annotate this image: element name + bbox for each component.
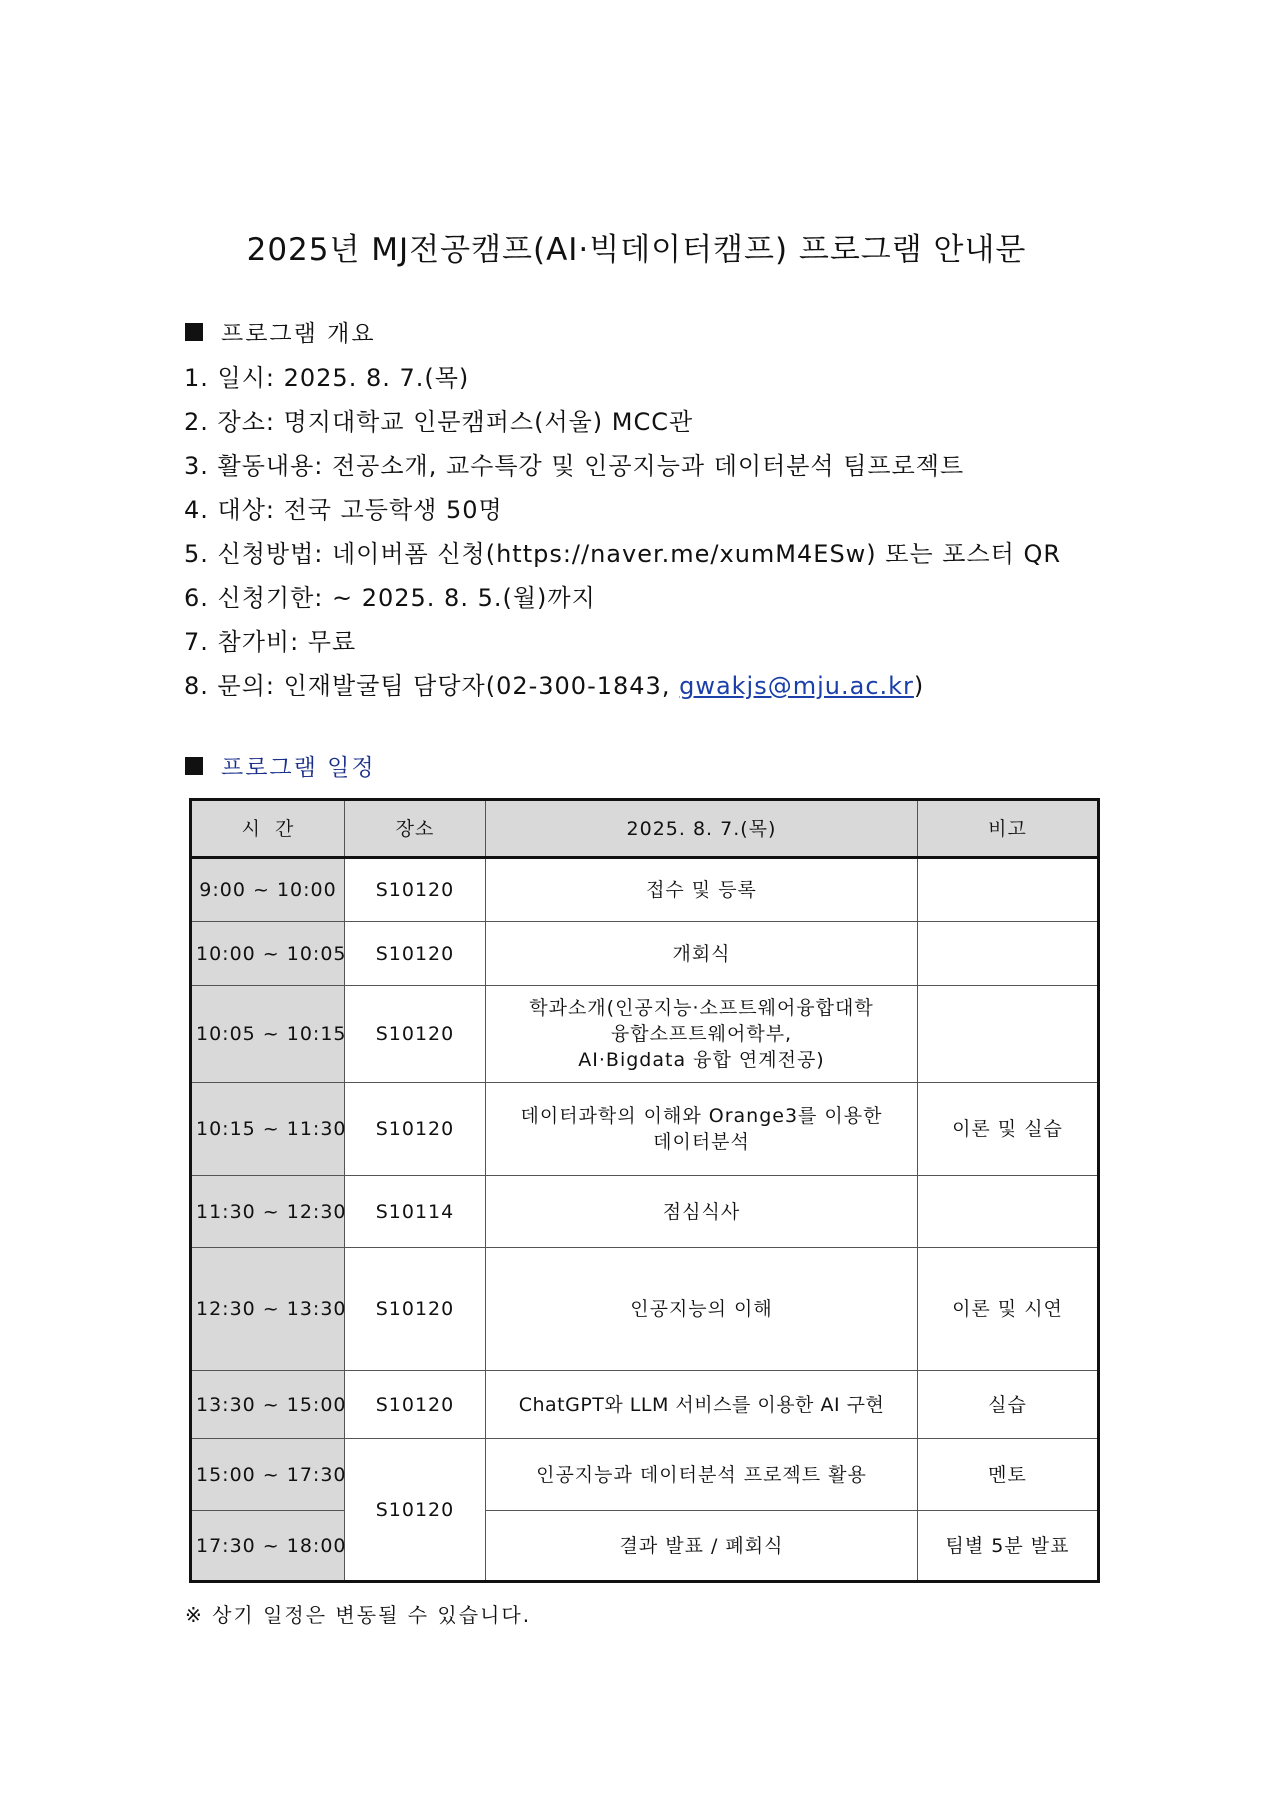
cell-program: 점심식사 [486, 1176, 918, 1248]
overview-heading [185, 315, 376, 348]
cell-place: S10120 [345, 922, 486, 986]
cell-place: S10120 [345, 1083, 486, 1176]
cell-note [918, 922, 1099, 986]
contact-close-paren: ) [913, 672, 925, 700]
overview-item-fee: 7. 참가비: 무료 [184, 628, 357, 656]
cell-time: 10:05 ~ 10:15 [191, 986, 345, 1083]
schedule-heading [185, 749, 376, 782]
cell-time: 12:30 ~ 13:30 [191, 1248, 345, 1371]
cell-place: S10120 [345, 858, 486, 922]
overview-item-date: 1. 일시: 2025. 8. 7.(목) [184, 364, 470, 392]
overview-item-place: 2. 장소: 명지대학교 인문캠퍼스(서울) MCC관 [184, 408, 694, 436]
cell-note [918, 1176, 1099, 1248]
table-row [191, 986, 1099, 1083]
cell-time: 9:00 ~ 10:00 [191, 858, 345, 922]
cell-note [918, 986, 1099, 1083]
cell-note: 실습 [918, 1371, 1099, 1439]
schedule-heading-label: 프로그램 일정 [221, 755, 376, 781]
overview-item-contact [184, 664, 1061, 708]
overview-heading-label: 프로그램 개요 [221, 321, 376, 347]
cell-program: 결과 발표 / 폐회식 [486, 1511, 918, 1582]
cell-time: 17:30 ~ 18:00 [191, 1511, 345, 1582]
contact-email-link[interactable]: gwakjs@mju.ac.kr [679, 672, 914, 700]
cell-place: S10120 [345, 1371, 486, 1439]
cell-place: S10120 [345, 986, 486, 1083]
table-row [191, 1439, 1099, 1511]
table-row [191, 1248, 1099, 1371]
program-line: 융합소프트웨어학부, [610, 1023, 793, 1045]
header-place: 장소 [345, 800, 486, 858]
page-title: 2025년 MJ전공캠프(AI·빅데이터캠프) 프로그램 안내문 [246, 231, 1027, 268]
cell-time: 10:15 ~ 11:30 [191, 1083, 345, 1176]
table-header-row [191, 800, 1099, 858]
black-square-icon [185, 323, 203, 341]
program-line: 데이터과학의 이해와 Orange3를 이용한 [520, 1105, 883, 1127]
overview-item-target: 4. 대상: 전국 고등학생 50명 [184, 496, 503, 524]
cell-time: 15:00 ~ 17:30 [191, 1439, 345, 1511]
table-row [191, 858, 1099, 922]
cell-program: 개회식 [486, 922, 918, 986]
overview-item-activities: 3. 활동내용: 전공소개, 교수특강 및 인공지능과 데이터분석 팀프로젝트 [184, 452, 965, 480]
program-line: 데이터분석 [653, 1131, 750, 1153]
program-line: 학과소개(인공지능·소프트웨어융합대학 [529, 997, 874, 1019]
cell-program [486, 1083, 918, 1176]
overview-item-apply-method: 5. 신청방법: 네이버폼 신청(https://naver.me/xumM4ESw) 또는 포스터 QR [184, 540, 1062, 568]
table-row [191, 1083, 1099, 1176]
cell-time: 11:30 ~ 12:30 [191, 1176, 345, 1248]
header-time: 시 간 [191, 800, 345, 858]
header-date: 2025. 8. 7.(목) [486, 800, 918, 858]
cell-note: 멘토 [918, 1439, 1099, 1511]
cell-time: 10:00 ~ 10:05 [191, 922, 345, 986]
table-row [191, 922, 1099, 986]
cell-note: 이론 및 시연 [918, 1248, 1099, 1371]
schedule-table [189, 798, 1100, 1583]
table-row [191, 1371, 1099, 1439]
contact-text: 8. 문의: 인재발굴팀 담당자(02-300-1843, [184, 672, 680, 700]
cell-program: 접수 및 등록 [486, 858, 918, 922]
cell-place: S10120 [345, 1248, 486, 1371]
cell-place: S10120 [345, 1439, 486, 1582]
black-square-icon [185, 757, 203, 775]
cell-place: S10114 [345, 1176, 486, 1248]
cell-program [486, 986, 918, 1083]
cell-note [918, 858, 1099, 922]
overview-item-deadline: 6. 신청기한: ~ 2025. 8. 5.(월)까지 [184, 584, 596, 612]
cell-program: 인공지능의 이해 [486, 1248, 918, 1371]
cell-time: 13:30 ~ 15:00 [191, 1371, 345, 1439]
program-line: AI·Bigdata 융합 연계전공) [578, 1049, 825, 1071]
cell-program: 인공지능과 데이터분석 프로젝트 활용 [486, 1439, 918, 1511]
table-row [191, 1511, 1099, 1582]
cell-note: 팀별 5분 발표 [918, 1511, 1099, 1582]
overview-list [184, 356, 1061, 708]
cell-note: 이론 및 실습 [918, 1083, 1099, 1176]
schedule-footnote: ※ 상기 일정은 변동될 수 있습니다. [185, 1603, 532, 1627]
table-row [191, 1176, 1099, 1248]
cell-program: ChatGPT와 LLM 서비스를 이용한 AI 구현 [486, 1371, 918, 1439]
header-note: 비고 [918, 800, 1099, 858]
